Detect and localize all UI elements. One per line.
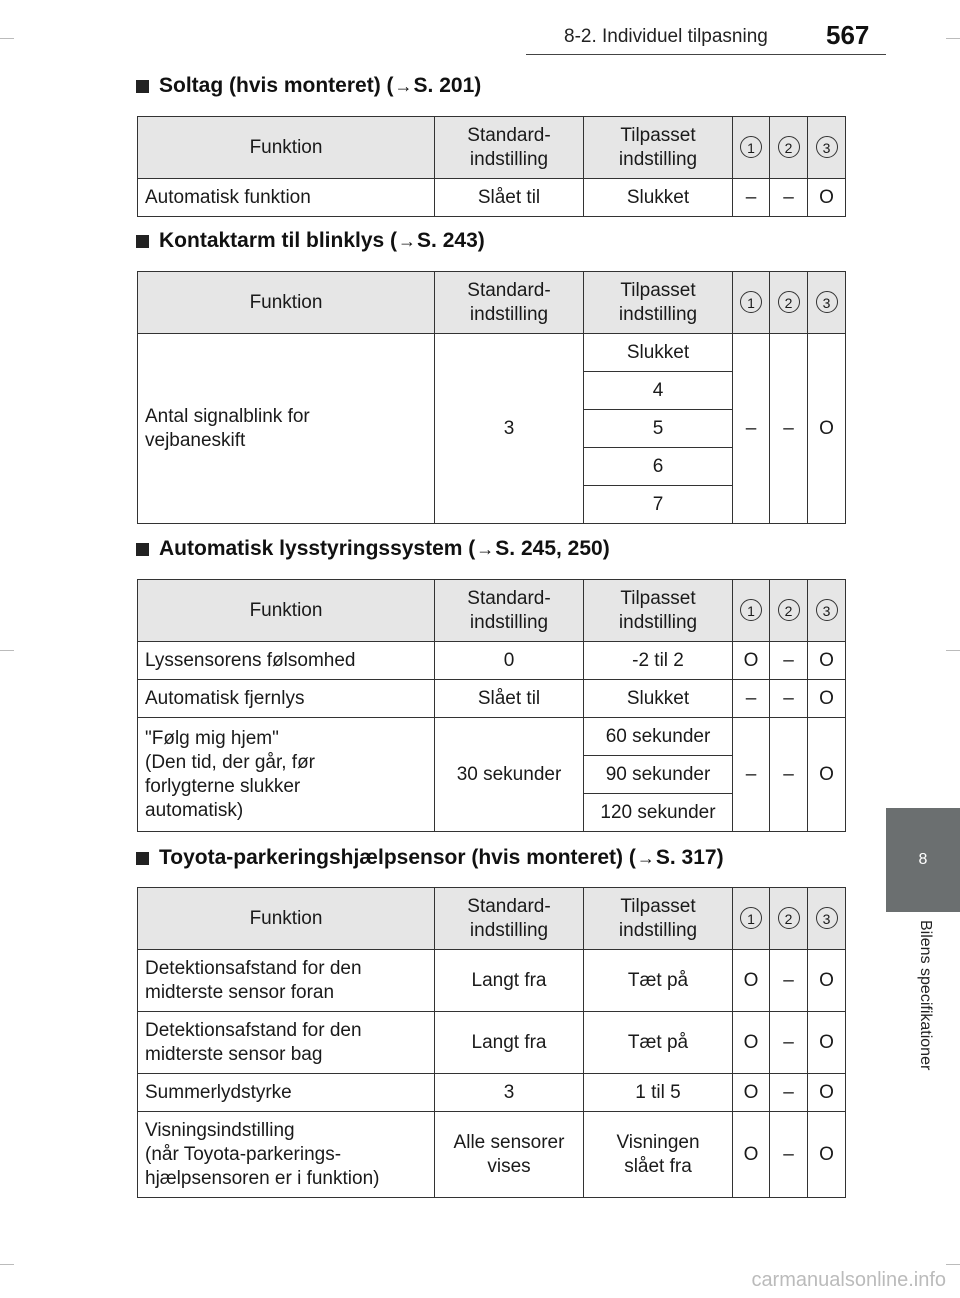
col-header-method-3 <box>808 888 846 950</box>
page-reference-link[interactable]: S. 201) <box>413 74 482 97</box>
arrow-right-icon: → <box>636 847 655 868</box>
col-header-method-1 <box>733 117 770 179</box>
col-header-method-2 <box>770 580 808 642</box>
bullet-square-icon <box>136 235 149 248</box>
arrow-right-icon: → <box>476 538 495 559</box>
circled-2-icon: 2 <box>778 907 800 929</box>
table-row: Automatisk fjernlys Slået til Slukket – – O <box>138 680 846 718</box>
col-header-method-1 <box>733 272 770 334</box>
table-sunroof <box>137 116 846 217</box>
table-row: 5 <box>138 410 846 448</box>
arrow-right-icon: → <box>394 75 413 96</box>
circled-2-icon: 2 <box>778 291 800 313</box>
col-header-method-2 <box>770 117 808 179</box>
col-header-function: Funktion <box>138 580 435 642</box>
circled-1-icon: 1 <box>740 907 762 929</box>
col-header-method-2 <box>770 888 808 950</box>
table-parking-sensor <box>137 887 846 1198</box>
circled-3-icon: 3 <box>816 907 838 929</box>
circled-2-icon: 2 <box>778 136 800 158</box>
table-row: Summerlydstyrke 3 1 til 5 O – O <box>138 1074 846 1112</box>
circled-2-icon: 2 <box>778 599 800 621</box>
page-reference-link[interactable]: S. 317) <box>655 846 724 869</box>
table-row: 7 <box>138 486 846 524</box>
table-row: Antal signalblink for vejbaneskift 3 Slukket – – O <box>138 334 846 372</box>
section-header: 8-2. Individuel tilpasning <box>564 26 768 47</box>
table-row: 120 sekunder <box>138 794 846 832</box>
circled-1-icon: 1 <box>740 291 762 313</box>
page-reference-link[interactable]: S. 243) <box>417 229 485 252</box>
col-header-default: Standard- indstilling <box>435 272 584 334</box>
col-header-function: Funktion <box>138 117 435 179</box>
crop-mark <box>946 1264 960 1265</box>
table-auto-lights <box>137 579 846 832</box>
col-header-method-2 <box>770 272 808 334</box>
crop-mark <box>946 38 960 39</box>
col-header-method-1 <box>733 580 770 642</box>
table-row: Automatisk funktion Slået til Slukket – – O <box>138 179 846 217</box>
table-row: 6 <box>138 448 846 486</box>
table-turn-signal <box>137 271 846 524</box>
table-row: "Følg mig hjem" (Den tid, der går, før forlygterne slukker automatisk) 30 sekunder 60 sekunder – – O <box>138 718 846 756</box>
crop-mark <box>0 38 14 39</box>
chapter-number: 8 <box>918 851 928 868</box>
col-header-method-3 <box>808 117 846 179</box>
col-header-default: Standard- indstilling <box>435 888 584 950</box>
col-header-custom: Tilpasset indstilling <box>584 888 733 950</box>
page-reference-link[interactable]: S. 245, 250) <box>495 537 610 560</box>
table-header-row <box>138 272 846 334</box>
col-header-custom: Tilpasset indstilling <box>584 117 733 179</box>
table-header-row <box>138 888 846 950</box>
circled-1-icon: 1 <box>740 136 762 158</box>
table-row: Detektionsafstand for den midterste sensor bag Langt fra Tæt på O – O <box>138 1012 846 1074</box>
section-title-auto-lights: Automatisk lysstyringssystem ( → S. 245, 250) <box>136 537 610 561</box>
section-title-turn-signal: Kontaktarm til blinklys ( → S. 243) <box>136 229 485 253</box>
crop-mark <box>0 650 14 651</box>
chapter-label: Bilens specifikationer <box>917 920 934 1071</box>
col-header-custom: Tilpasset indstilling <box>584 580 733 642</box>
col-header-default: Standard- indstilling <box>435 117 584 179</box>
col-header-method-3 <box>808 272 846 334</box>
chapter-tab <box>886 808 960 912</box>
table-row: Lyssensorens følsomhed 0 -2 til 2 O – O <box>138 642 846 680</box>
table-row: 90 sekunder <box>138 756 846 794</box>
bullet-square-icon <box>136 543 149 556</box>
table-row: Detektionsafstand for den midterste sensor foran Langt fra Tæt på O – O <box>138 950 846 1012</box>
bullet-square-icon <box>136 80 149 93</box>
crop-mark <box>946 650 960 651</box>
page-number: 567 <box>826 20 870 50</box>
section-title-sunroof: Soltag (hvis monteret) ( → S. 201) <box>136 74 481 98</box>
section-title-parking-sensor: Toyota-parkeringshjælpsensor (hvis monteret) ( → S. 317) <box>136 846 724 870</box>
watermark: carmanualsonline.info <box>751 1269 946 1291</box>
table-header-row <box>138 117 846 179</box>
col-header-function: Funktion <box>138 272 435 334</box>
circled-3-icon: 3 <box>816 599 838 621</box>
arrow-right-icon: → <box>398 230 417 251</box>
table-row: 4 <box>138 372 846 410</box>
circled-3-icon: 3 <box>816 136 838 158</box>
col-header-custom: Tilpasset indstilling <box>584 272 733 334</box>
circled-3-icon: 3 <box>816 291 838 313</box>
circled-1-icon: 1 <box>740 599 762 621</box>
crop-mark <box>0 1264 14 1265</box>
table-row: Visningsindstilling (når Toyota-parkerings- hjælpsensoren er i funktion) Alle sensorer vises Visningen slået fra O – O <box>138 1112 846 1198</box>
col-header-default: Standard- indstilling <box>435 580 584 642</box>
col-header-method-3 <box>808 580 846 642</box>
col-header-function: Funktion <box>138 888 435 950</box>
header-rule <box>526 54 886 55</box>
col-header-method-1 <box>733 888 770 950</box>
table-header-row <box>138 580 846 642</box>
bullet-square-icon <box>136 852 149 865</box>
